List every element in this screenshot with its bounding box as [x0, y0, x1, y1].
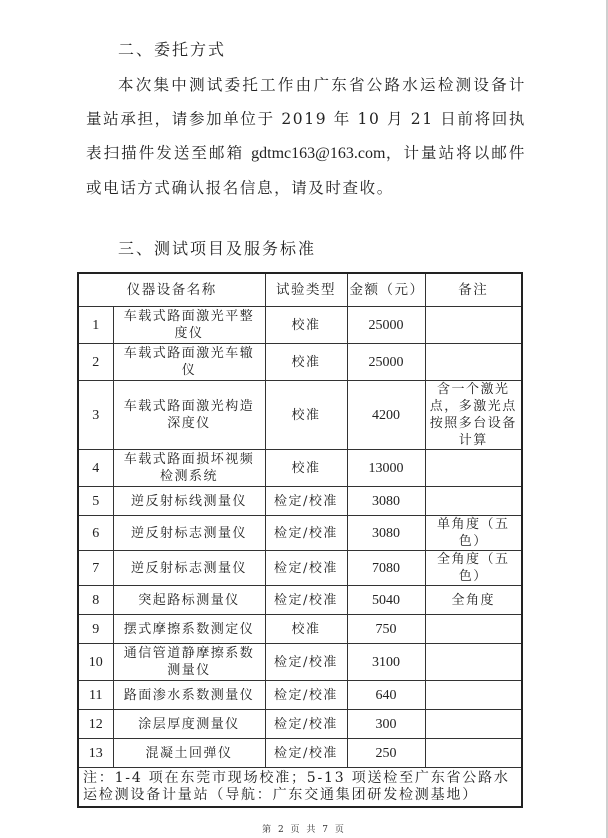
table-row	[78, 487, 522, 516]
table-row	[78, 344, 522, 381]
equipment-name: 摆式摩擦系数测定仪	[113, 615, 265, 644]
equipment-name: 突起路标测量仪	[113, 586, 265, 615]
header-type: 试验类型	[265, 273, 347, 307]
remark: 全角度	[425, 586, 522, 615]
remark	[425, 710, 522, 739]
delegation-text-part1: 本次集中测试委托工作由广东省公路水运检测设备计量站承担，请参加单位于 2019 年 10 月 21 日前将回执表扫描件发送至邮箱	[86, 76, 526, 162]
table-row	[78, 450, 522, 487]
row-number: 2	[78, 344, 113, 381]
equipment-name: 逆反射标志测量仪	[113, 551, 265, 586]
amount: 3100	[347, 644, 425, 681]
test-type: 校准	[265, 307, 347, 344]
remark	[425, 681, 522, 710]
test-type: 校准	[265, 381, 347, 450]
test-type: 检定/校准	[265, 586, 347, 615]
test-type: 检定/校准	[265, 710, 347, 739]
table-row	[78, 381, 522, 450]
table-row	[78, 644, 522, 681]
table-note-row	[78, 768, 522, 808]
equipment-name: 车载式路面激光构造深度仪	[113, 381, 265, 450]
header-name: 仪器设备名称	[78, 273, 265, 307]
table-row	[78, 551, 522, 586]
remark	[425, 739, 522, 768]
service-table	[77, 272, 523, 808]
table-row	[78, 307, 522, 344]
equipment-name: 混凝土回弹仪	[113, 739, 265, 768]
table-row	[78, 516, 522, 551]
amount: 25000	[347, 344, 425, 381]
remark	[425, 344, 522, 381]
table-row	[78, 710, 522, 739]
remark: 单角度（五色）	[425, 516, 522, 551]
row-number: 4	[78, 450, 113, 487]
row-number: 12	[78, 710, 113, 739]
amount: 5040	[347, 586, 425, 615]
row-number: 6	[78, 516, 113, 551]
section-heading-test-items: 三、测试项目及服务标准	[118, 239, 317, 258]
test-type: 检定/校准	[265, 644, 347, 681]
row-number: 7	[78, 551, 113, 586]
amount: 3080	[347, 487, 425, 516]
header-amount: 金额（元）	[347, 273, 425, 307]
remark	[425, 644, 522, 681]
delegation-paragraph	[86, 68, 526, 205]
equipment-name: 车载式路面损坏视频检测系统	[113, 450, 265, 487]
row-number: 11	[78, 681, 113, 710]
amount: 750	[347, 615, 425, 644]
remark: 全角度（五色）	[425, 551, 522, 586]
amount: 3080	[347, 516, 425, 551]
remark	[425, 450, 522, 487]
test-type: 检定/校准	[265, 516, 347, 551]
remark: 含一个激光点，多激光点按照多台设备计算	[425, 381, 522, 450]
test-type: 检定/校准	[265, 487, 347, 516]
header-remark: 备注	[425, 273, 522, 307]
remark	[425, 487, 522, 516]
equipment-name: 车载式路面激光平整度仪	[113, 307, 265, 344]
row-number: 13	[78, 739, 113, 768]
table-row	[78, 615, 522, 644]
table-note: 注：1-4 项在东莞市现场校准；5-13 项送检至广东省公路水运检测设备计量站（导航：广东交通集团研发检测基地）	[78, 768, 522, 808]
row-number: 8	[78, 586, 113, 615]
table-row	[78, 681, 522, 710]
table-row	[78, 739, 522, 768]
test-type: 校准	[265, 450, 347, 487]
equipment-name: 涂层厚度测量仪	[113, 710, 265, 739]
test-type: 检定/校准	[265, 681, 347, 710]
table-row	[78, 586, 522, 615]
row-number: 5	[78, 487, 113, 516]
test-type: 检定/校准	[265, 739, 347, 768]
email-address: gdtmc163@163.com	[251, 145, 386, 162]
delegation-text-part2: ，计量站将以邮件或电话方式确认报名信息，请及时查收。	[86, 144, 526, 197]
amount: 4200	[347, 381, 425, 450]
test-type: 校准	[265, 344, 347, 381]
row-number: 10	[78, 644, 113, 681]
page-number: 第 2 页 共 7 页	[262, 825, 346, 835]
remark	[425, 615, 522, 644]
table-header-row	[78, 273, 522, 307]
equipment-name: 逆反射标志测量仪	[113, 516, 265, 551]
row-number: 1	[78, 307, 113, 344]
equipment-name: 逆反射标线测量仪	[113, 487, 265, 516]
amount: 250	[347, 739, 425, 768]
amount: 640	[347, 681, 425, 710]
row-number: 9	[78, 615, 113, 644]
amount: 13000	[347, 450, 425, 487]
equipment-name: 路面渗水系数测量仪	[113, 681, 265, 710]
equipment-name: 车载式路面激光车辙仪	[113, 344, 265, 381]
remark	[425, 307, 522, 344]
section-heading-delegation: 二、委托方式	[118, 40, 227, 59]
test-type: 校准	[265, 615, 347, 644]
amount: 25000	[347, 307, 425, 344]
row-number: 3	[78, 381, 113, 450]
equipment-name: 通信管道静摩擦系数测量仪	[113, 644, 265, 681]
test-type: 检定/校准	[265, 551, 347, 586]
amount: 7080	[347, 551, 425, 586]
amount: 300	[347, 710, 425, 739]
